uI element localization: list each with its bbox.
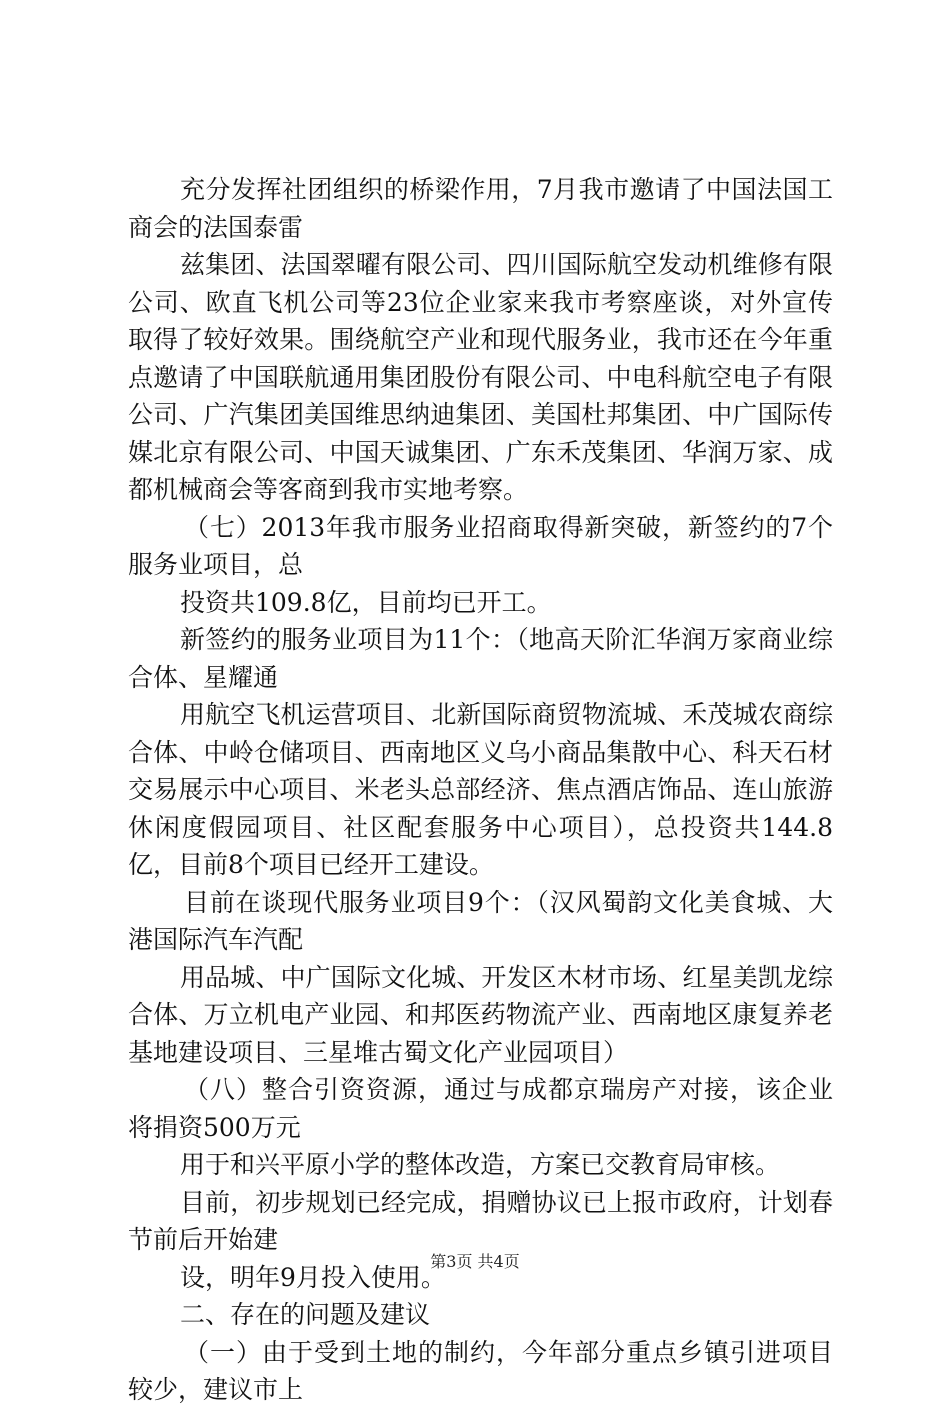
paragraph-8: 用品城、中广国际文化城、开发区木材市场、红星美凯龙综合体、万立机电产业园、和邦医药物流产业、西南地区康复养老基地建设项目、三星堆古蜀文化产业园项目） bbox=[128, 962, 833, 1067]
paragraph-4: 投资共109.8亿，目前均已开工。 bbox=[180, 587, 552, 617]
section-heading: 二、存在的问题及建议 bbox=[180, 1300, 431, 1329]
paragraph-1: 充分发挥社团组织的桥梁作用，7月我市邀请了中国法国工商会的法国泰雷 bbox=[128, 175, 833, 242]
paragraph-13: （一）由于受到土地的制约，今年部分重点乡镇引进项目较少，建议市上 bbox=[128, 1337, 833, 1404]
paragraph-11: 目前，初步规划已经完成，捐赠协议已上报市政府，计划春节前后开始建 bbox=[128, 1187, 833, 1254]
document-body bbox=[128, 171, 833, 1409]
paragraph-7: 目前在谈现代服务业项目9个：（汉风蜀韵文化美食城、大港国际汽车汽配 bbox=[128, 887, 833, 954]
page-number-footer: 第3页 共4页 bbox=[430, 1252, 520, 1271]
paragraph-6: 用航空飞机运营项目、北新国际商贸物流城、禾茂城农商综合体、中岭仓储项目、西南地区义乌小商品集散中心、科天石材交易展示中心项目、米老头总部经济、焦点酒店饰品、连山旅游休闲度假园项目、社区配套服务中心项目），总投资共144.8亿，目前8个项目已经开工建设。 bbox=[128, 700, 833, 879]
paragraph-12: 设，明年9月投入使用。 bbox=[180, 1262, 446, 1292]
paragraph-9: （八）整合引资资源，通过与成都京瑞房产对接，该企业将捐资500万元 bbox=[128, 1075, 833, 1142]
paragraph-10: 用于和兴平原小学的整体改造，方案已交教育局审核。 bbox=[180, 1150, 781, 1179]
paragraph-5: 新签约的服务业项目为11个：（地高天阶汇华润万家商业综合体、星耀通 bbox=[128, 625, 833, 692]
paragraph-3: （七）2013年我市服务业招商取得新突破，新签约的7个服务业项目，总 bbox=[128, 512, 833, 579]
paragraph-2: 兹集团、法国翠曜有限公司、四川国际航空发动机维修有限公司、欧直飞机公司等23位企业家来我市考察座谈，对外宣传取得了较好效果。围绕航空产业和现代服务业，我市还在今年重点邀请了中国联航通用集团股份有限公司、中电科航空电子有限公司、广汽集团美国维思纳迪集团、美国杜邦集团、中广国际传媒北京有限公司、中国天诚集团、广东禾茂集团、华润万家、成都机械商会等客商到我市实地考察。 bbox=[128, 250, 833, 504]
